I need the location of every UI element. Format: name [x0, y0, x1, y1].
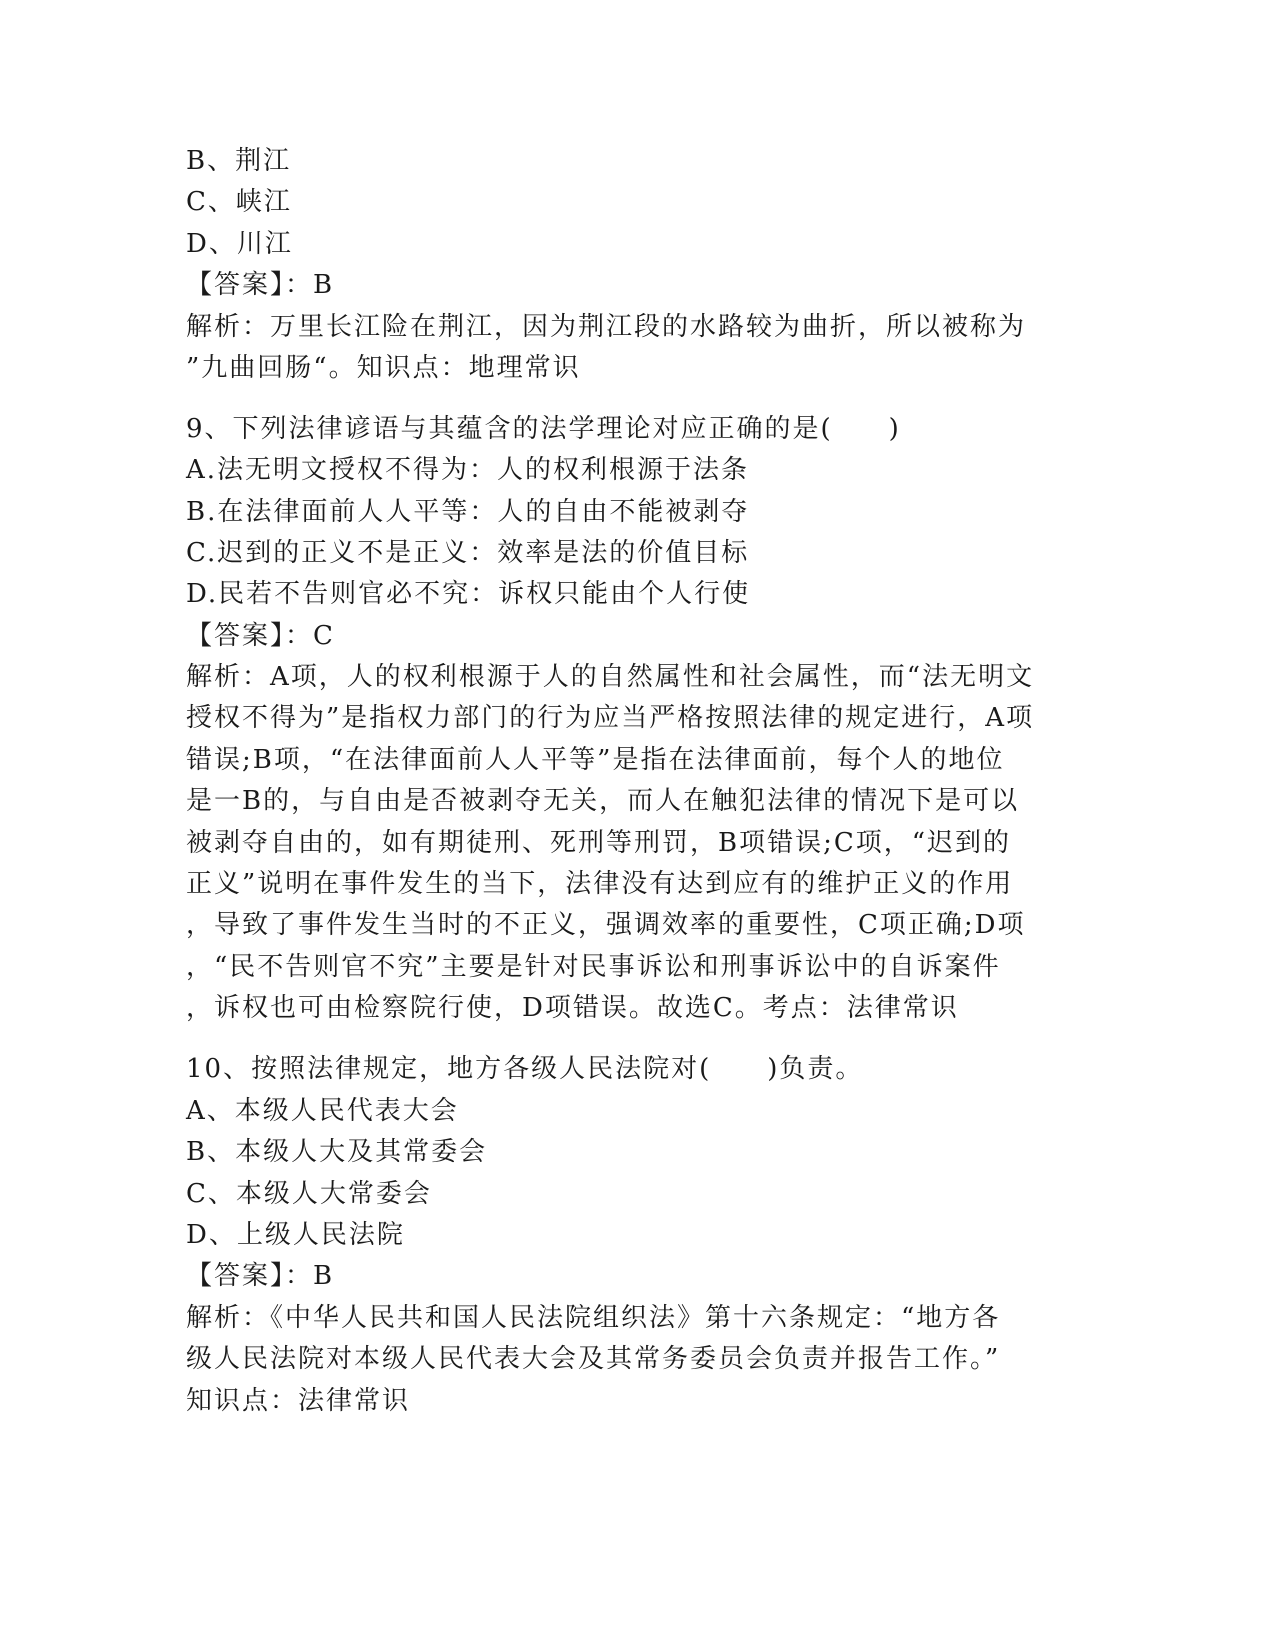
- q9-analysis-line: ，“民不告则官不究”主要是针对民事诉讼和刑事诉讼中的自诉案件: [186, 952, 1001, 982]
- q9-option-a: A.法无明文授权不得为：人的权利根源于法条: [186, 455, 750, 485]
- q9-analysis-line: 正义”说明在事件发生的当下，法律没有达到应有的维护正义的作用: [186, 869, 1014, 899]
- q8-option-c: C、峡江: [186, 187, 292, 217]
- q8-analysis-line: ”九曲回肠“。知识点：地理常识: [186, 353, 581, 383]
- q10-option-d: D、上级人民法院: [186, 1220, 405, 1250]
- q9-analysis-line: 授权不得为”是指权力部门的行为应当严格按照法律的规定进行，A项: [186, 703, 1035, 733]
- q10-analysis-line: 知识点：法律常识: [186, 1386, 411, 1416]
- q9-analysis-line: 是一B的，与自由是否被剥夺无关，而人在触犯法律的情况下是可以: [186, 786, 1020, 816]
- q9-analysis-line: 解析：A项，人的权利根源于人的自然属性和社会属性，而“法无明文: [186, 662, 1035, 692]
- q10-option-a: A、本级人民代表大会: [186, 1096, 459, 1126]
- q10-option-c: C、本级人大常委会: [186, 1179, 432, 1209]
- q9-analysis-line: 被剥夺自由的，如有期徒刑、死刑等刑罚，B项错误;C项，“迟到的: [186, 828, 1012, 858]
- q8-option-b: B、荆江: [186, 146, 292, 176]
- q10-option-b: B、本级人大及其常委会: [186, 1137, 488, 1167]
- q9-option-d: D.民若不告则官必不究：诉权只能由个人行使: [186, 579, 751, 609]
- q8-option-d: D、川江: [186, 229, 293, 259]
- q9-analysis-line: ，导致了事件发生当时的不正义，强调效率的重要性，C项正确;D项: [186, 910, 1026, 940]
- q10-answer: 【答案】：B: [186, 1261, 335, 1291]
- q9-option-c: C.迟到的正义不是正义：效率是法的价值目标: [186, 538, 750, 568]
- q10-question: 10、按照法律规定，地方各级人民法院对( )负责。: [186, 1054, 864, 1084]
- q9-analysis-line: ，诉权也可由检察院行使，D项错误。故选C。考点：法律常识: [186, 993, 959, 1023]
- q10-analysis-line: 级人民法院对本级人民代表大会及其常务委员会负责并报告工作。”: [186, 1344, 1001, 1374]
- q8-analysis-line: 解析：万里长江险在荆江，因为荆江段的水路较为曲折，所以被称为: [186, 312, 1027, 342]
- q9-answer: 【答案】：C: [186, 621, 335, 651]
- q9-option-b: B.在法律面前人人平等：人的自由不能被剥夺: [186, 497, 750, 527]
- q9-question: 9、下列法律谚语与其蕴含的法学理论对应正确的是( ): [186, 414, 901, 444]
- q8-answer: 【答案】：B: [186, 270, 335, 300]
- q9-analysis-line: 错误;B项，“在法律面前人人平等”是指在法律面前，每个人的地位: [186, 745, 1005, 775]
- q10-analysis-line: 解析：《中华人民共和国人民法院组织法》第十六条规定：“地方各: [186, 1303, 1001, 1333]
